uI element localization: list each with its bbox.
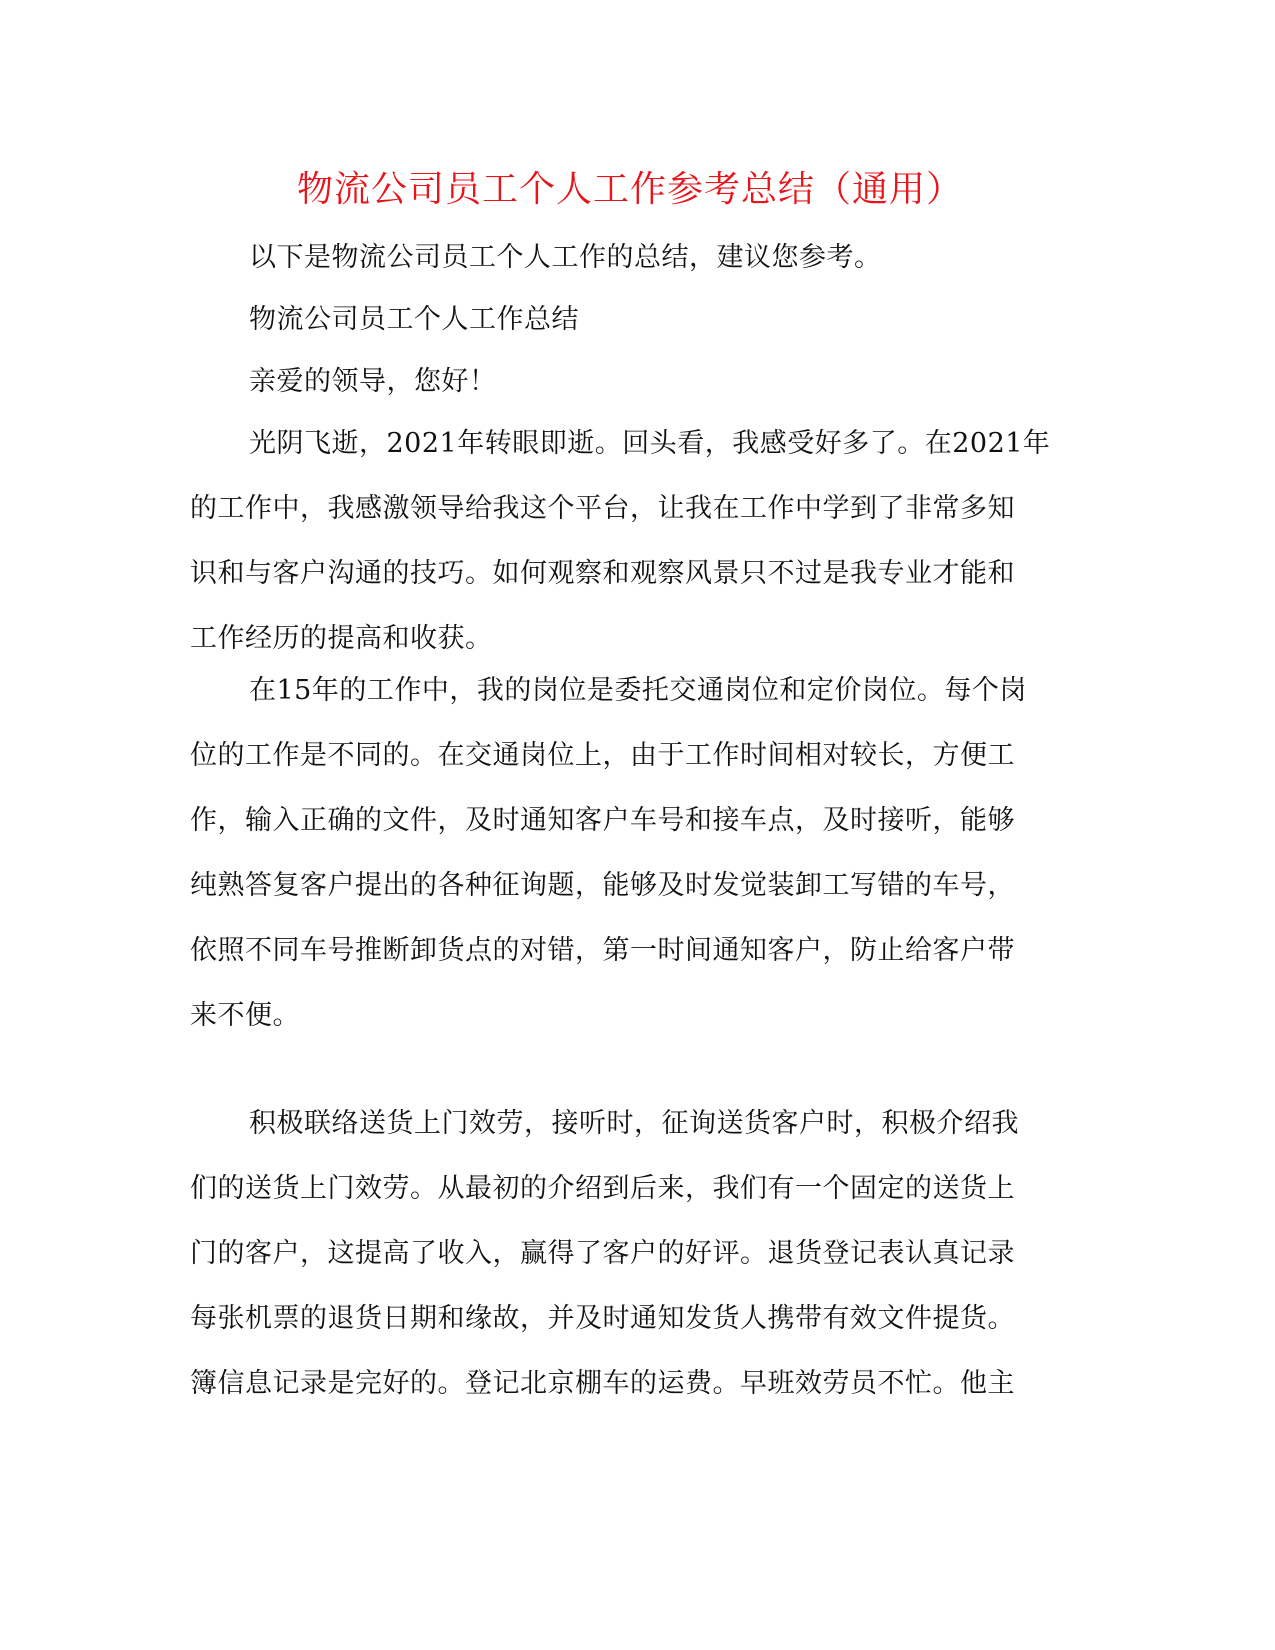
paragraph-line: 工作经历的提高和收获。	[190, 623, 493, 654]
paragraph-line: 积极联络送货上门效劳，接听时，征询送货客户时，积极介绍我	[249, 1108, 1019, 1139]
paragraph-line: 依照不同车号推断卸货点的对错，第一时间通知客户，防止给客户带	[190, 935, 1015, 966]
document-title: 物流公司员工个人工作参考总结（通用）	[296, 169, 963, 210]
paragraph-line: 识和与客户沟通的技巧。如何观察和观察风景只不过是我专业才能和	[190, 558, 1015, 589]
paragraph-line: 们的送货上门效劳。从最初的介绍到后来，我们有一个固定的送货上	[190, 1173, 1015, 1204]
paragraph-line: 作，输入正确的文件，及时通知客户车号和接车点，及时接听，能够	[190, 805, 1015, 836]
paragraph-line: 簿信息记录是完好的。登记北京棚车的运费。早班效劳员不忙。他主	[190, 1368, 1015, 1399]
paragraph-body-2	[190, 658, 1070, 1048]
paragraph-line: 来不便。	[190, 1000, 300, 1031]
paragraph-greeting	[190, 349, 1070, 414]
paragraph-line: 位的工作是不同的。在交通岗位上，由于工作时间相对较长，方便工	[190, 740, 1015, 771]
paragraph-intro	[190, 225, 1070, 290]
paragraph-line: 纯熟答复客户提出的各种征询题，能够及时发觉装卸工写错的车号，	[190, 870, 1015, 901]
paragraph-line: 光阴飞逝，2021年转眼即逝。回头看，我感受好多了。在2021年	[249, 428, 1051, 459]
paragraph-body-1	[190, 411, 1070, 671]
paragraph-heading	[190, 287, 1070, 352]
paragraph-line: 门的客户，这提高了收入，赢得了客户的好评。退货登记表认真记录	[190, 1238, 1015, 1269]
paragraph-line: 物流公司员工个人工作总结	[249, 304, 579, 335]
paragraph-line: 的工作中，我感激领导给我这个平台，让我在工作中学到了非常多知	[190, 493, 1015, 524]
paragraph-line: 每张机票的退货日期和缘故，并及时通知发货人携带有效文件提货。	[190, 1303, 1015, 1334]
paragraph-line: 以下是物流公司员工个人工作的总结，建议您参考。	[249, 242, 882, 273]
paragraph-body-3	[190, 1091, 1070, 1416]
paragraph-line: 亲爱的领导，您好！	[249, 366, 497, 397]
paragraph-line: 在15年的工作中，我的岗位是委托交通岗位和定价岗位。每个岗	[249, 675, 1027, 706]
